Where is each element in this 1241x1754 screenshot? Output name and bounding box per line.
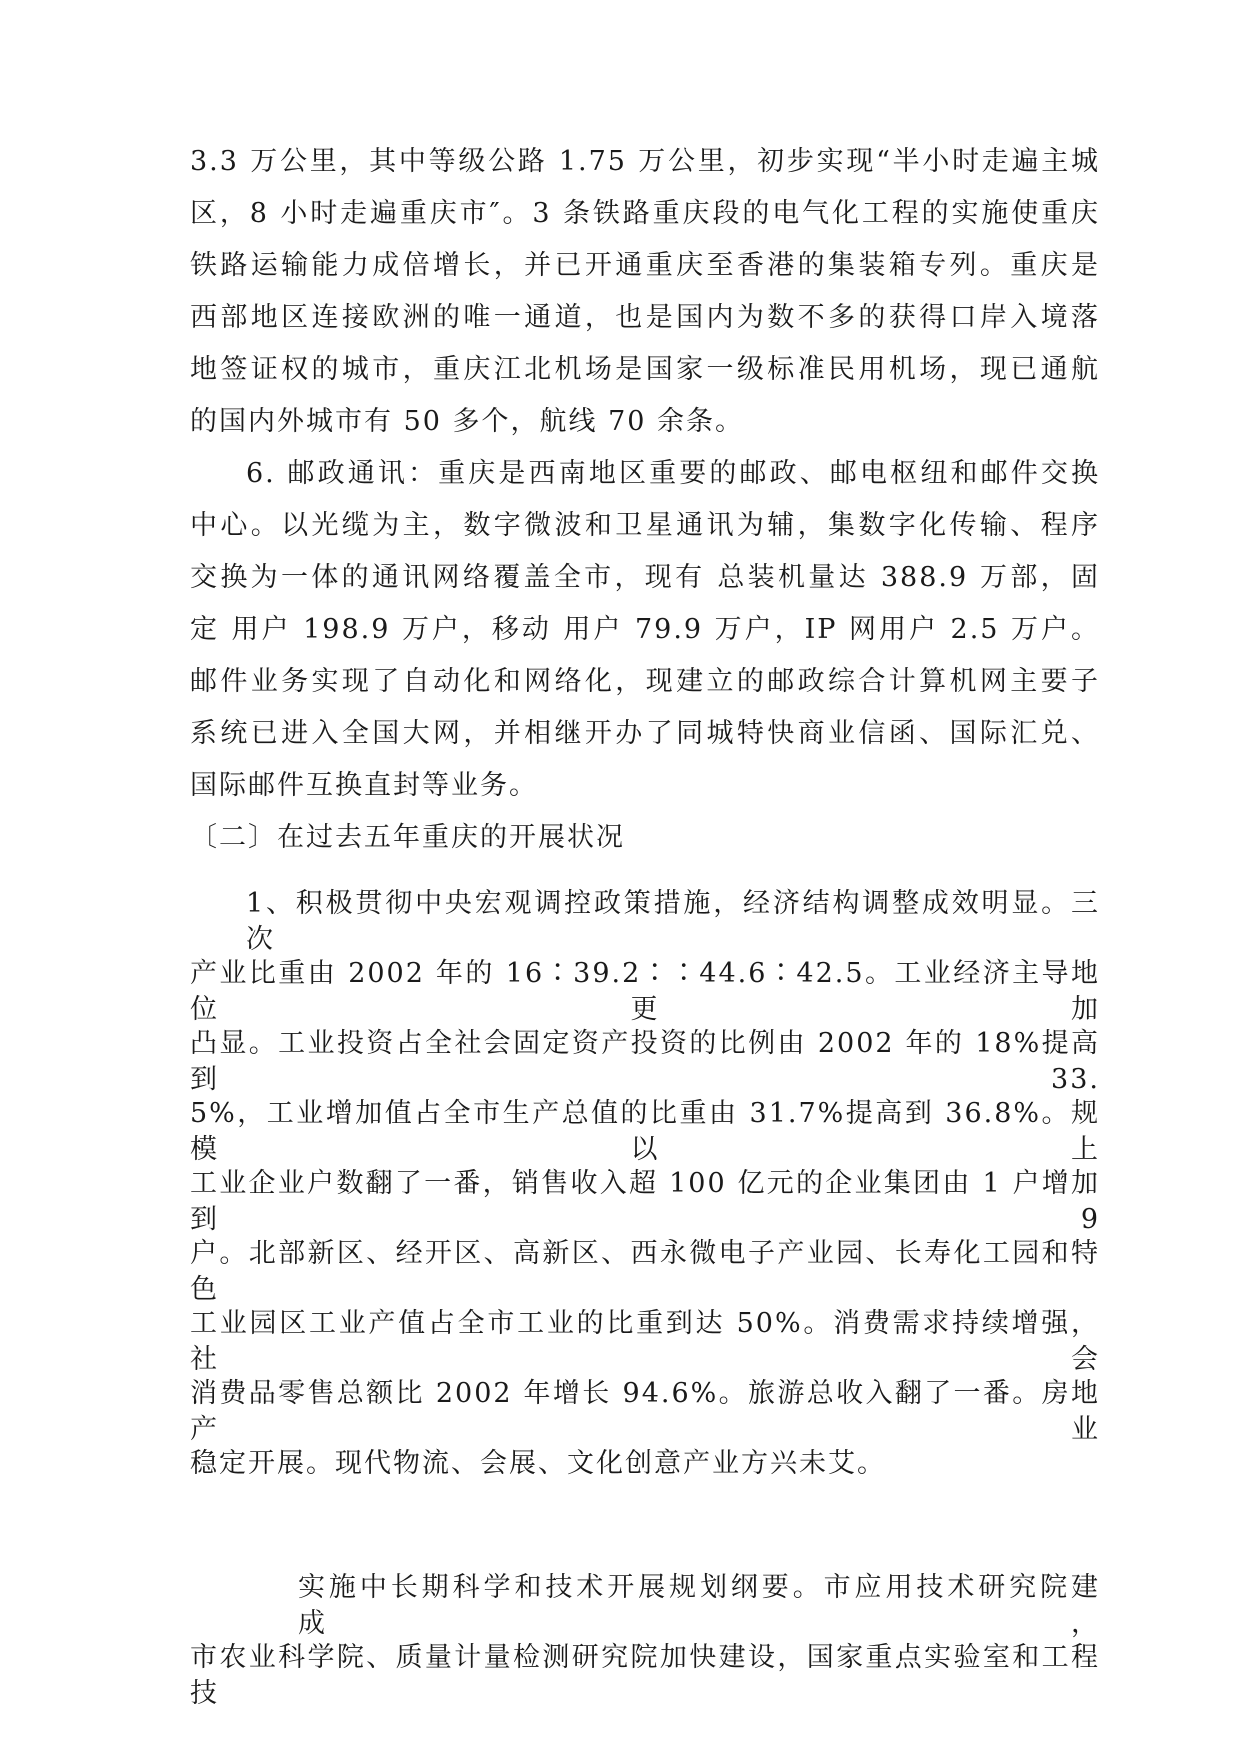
paragraph-line: 邮件业务实现了自动化和网络化，现建立的邮政综合计算机网主要子 bbox=[190, 666, 1100, 697]
paragraph-line: 中心。以光缆为主，数字微波和卫星通讯为辅，集数字化传输、程序 bbox=[190, 510, 1100, 541]
paragraph-line: 实施中长期科学和技术开展规划纲要。市应用技术研究院建成， bbox=[298, 1572, 1100, 1639]
paragraph-line: 西部地区连接欧洲的唯一通道，也是国内为数不多的获得口岸入境落 bbox=[190, 302, 1100, 333]
paragraph-line: 定 用户 198.9 万户，移动 用户 79.9 万户，IP 网用户 2.5 万户。 bbox=[190, 614, 1100, 645]
paragraph-line: 户。北部新区、经开区、高新区、西永微电子产业园、长寿化工园和特色 bbox=[190, 1238, 1100, 1305]
paragraph-line: 市农业科学院、质量计量检测研究院加快建设，国家重点实验室和工程技 bbox=[190, 1642, 1100, 1709]
paragraph-line: 消费品零售总额比 2002 年增长 94.6%。旅游总收入翻了一番。房地产业 bbox=[190, 1378, 1100, 1445]
paragraph-line: 的国内外城市有 50 多个，航线 70 余条。 bbox=[190, 406, 745, 437]
paragraph-line: 产业比重由 2002 年的 16∶39.2∶∶44.6∶42.5。工业经济主导地位更加 bbox=[190, 958, 1100, 1025]
paragraph-line: 区，8 小时走遍重庆市″。3 条铁路重庆段的电气化工程的实施使重庆 bbox=[190, 198, 1100, 229]
paragraph-line: 稳定开展。现代物流、会展、文化创意产业方兴未艾。 bbox=[190, 1448, 886, 1479]
paragraph-line: 工业企业户数翻了一番，销售收入超 100 亿元的企业集团由 1 户增加到 9 bbox=[190, 1168, 1100, 1235]
paragraph-line: 系统已进入全国大网，并相继开办了同城特快商业信函、国际汇兑、 bbox=[190, 718, 1100, 749]
paragraph-line: 凸显。工业投资占全社会固定资产投资的比例由 2002 年的 18%提高到 33. bbox=[190, 1028, 1100, 1095]
paragraph-line: 3.3 万公里，其中等级公路 1.75 万公里，初步实现“半小时走遍主城 bbox=[190, 146, 1100, 177]
paragraph-line: 工业园区工业产值占全市工业的比重到达 50%。消费需求持续增强，社会 bbox=[190, 1308, 1100, 1375]
paragraph-line: 铁路运输能力成倍增长，并已开通重庆至香港的集装箱专列。重庆是 bbox=[190, 250, 1100, 281]
paragraph-line: 6. 邮政通讯：重庆是西南地区重要的邮政、邮电枢纽和邮件交换 bbox=[246, 458, 1100, 489]
paragraph-line: 交换为一体的通讯网络覆盖全市，现有 总装机量达 388.9 万部，固 bbox=[190, 562, 1100, 593]
paragraph-line: 5%，工业增加值占全市生产总值的比重由 31.7%提高到 36.8%。规模以上 bbox=[190, 1098, 1100, 1165]
paragraph-line: 1、积极贯彻中央宏观调控政策措施，经济结构调整成效明显。三次 bbox=[246, 888, 1100, 955]
section-heading: 〔二〕在过去五年重庆的开展状况 bbox=[190, 822, 625, 853]
paragraph-line: 地签证权的城市，重庆江北机场是国家一级标准民用机场，现已通航 bbox=[190, 354, 1100, 385]
paragraph-line: 国际邮件互换直封等业务。 bbox=[190, 770, 538, 801]
